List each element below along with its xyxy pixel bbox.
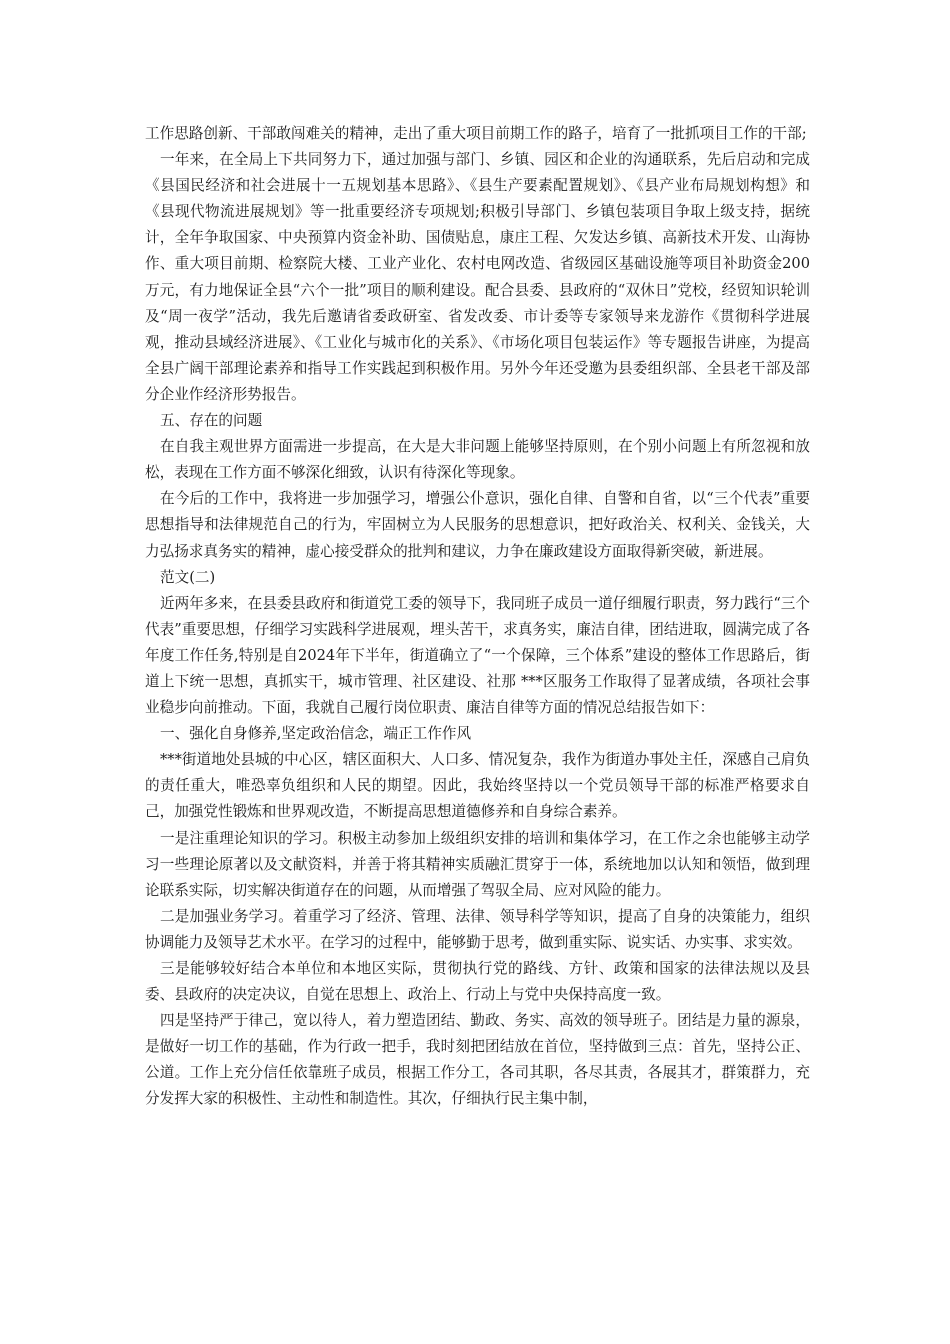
paragraph-future-work: 在今后的工作中，我将进一步加强学习，增强公仆意识，强化自律、自警和自省，以“三个代表”重要思想指导和法律规范自己的行为，牢固树立为人民服务的思想意识，把好政治关、权利关、金钱关，大力弘扬求真务实的精神，虚心接受群众的批判和建议，力争在廉政建设方面取得新突破，新进展。 bbox=[145, 490, 810, 560]
section-heading-self-cultivation: 一、强化自身修养,坚定政治信念，端正工作作风 bbox=[160, 725, 472, 743]
paragraph-problems: 在自我主观世界方面需进一步提高，在大是大非问题上能够坚持原则，在个别小问题上有所忽视和放松，表现在工作方面不够深化细致，认识有待深化等现象。 bbox=[145, 438, 810, 482]
paragraph-point-one: 一是注重理论知识的学习。积极主动参加上级组织安排的培训和集体学习，在工作之余也能够主动学习一些理论原著以及文献资料，并善于将其精神实质融汇贯穿于一体，系统地加以认知和领悟，做到理论联系实际，切实解决街道存在的问题，从而增强了驾驭全局、应对风险的能力。 bbox=[145, 829, 810, 899]
paragraph-point-two: 二是加强业务学习。着重学习了经济、管理、法律、领导科学等知识，提高了自身的决策能力，组织协调能力及领导艺术水平。在学习的过程中，能够勤于思考，做到重实际、说实话、办实事、求实效。 bbox=[145, 907, 810, 951]
section-heading-problems: 五、存在的问题 bbox=[160, 412, 263, 430]
paragraph-annual-work: 一年来，在全局上下共同努力下，通过加强与部门、乡镇、园区和企业的沟通联系，先后启动和完成《县国民经济和社会进展十一五规划基本思路》、《县生产要素配置规划》、《县产业布局规划构想》和《县现代物流进展规划》等一批重要经济专项规划;积极引导部门、乡镇包装项目争取上级支持，据统计，全年争取国家、中央预算内资金补助、国债贴息，康庄工程、欠发达乡镇、高新技术开发、山海协作、重大项目前期、检察院大楼、工业产业化、农村电网改造、省级园区基础设施等项目补助资金200万元，有力地保证全县“六个一批”项目的顺利建设。配合县委、县政府的“双休日”党校，经贸知识轮训及“周一夜学”活动，我先后邀请省委政研室、省发改委、市计委等专家领导来龙游作《贯彻科学进展观，推动县域经济进展》、《工业化与城市化的关系》、《市场化项目包装运作》等专题报告讲座，为提高全县广阔干部理论素养和指导工作实践起到积极作用。另外今年还受邀为县委组织部、全县老干部及部分企业作经济形势报告。 bbox=[145, 151, 810, 403]
paragraph-street-overview: ***街道地处县城的中心区，辖区面积大、人口多、情况复杂，我作为街道办事处主任，深感自己肩负的责任重大，唯恐辜负组织和人民的期望。因此，我始终坚持以一个党员领导干部的标准严格要求自己，加强党性锻炼和世界观改造，不断提高思想道德修养和自身综合素养。 bbox=[145, 751, 810, 821]
paragraph-two-years: 近两年多来，在县委县政府和街道党工委的领导下，我同班子成员一道仔细履行职责，努力践行“三个代表”重要思想，仔细学习实践科学进展观，埋头苦干，求真务实，廉洁自律，团结进取，圆满完成了各年度工作任务,特别是自2024年下半年，街道确立了“一个保障，三个体系”建设的整体工作思路后，街道上下统一思想，真抓实干，城市管理、社区建设、社那 ***区服务工作取得了显著成绩，各项社会事业稳步向前推动。下面，我就自己履行岗位职责、廉洁自律等方面的情况总结报告如下： bbox=[145, 594, 810, 717]
paragraph-point-four: 四是坚持严于律己，宽以待人，着力塑造团结、勤政、务实、高效的领导班子。团结是力量的源泉，是做好一切工作的基础，作为行政一把手，我时刻把团结放在首位，坚持做到三点：首先，坚持公正、公道。工作上充分信任依靠班子成员，根据工作分工，各司其职，各尽其责，各展其才，群策群力，充分发挥大家的积极性、主动性和制造性。其次，仔细执行民主集中制， bbox=[145, 1012, 810, 1108]
paragraph-point-three: 三是能够较好结合本单位和本地区实际，贯彻执行党的路线、方针、政策和国家的法律法规以及县委、县政府的决定决议，自觉在思想上、政治上、行动上与党中央保持高度一致。 bbox=[145, 960, 810, 1004]
document-page bbox=[145, 121, 810, 1113]
section-heading-sample-two: 范文(二) bbox=[160, 568, 216, 586]
paragraph-intro-continuation: 工作思路创新、干部敢闯难关的精神，走出了重大项目前期工作的路子，培育了一批抓项目工作的干部; bbox=[145, 125, 807, 142]
